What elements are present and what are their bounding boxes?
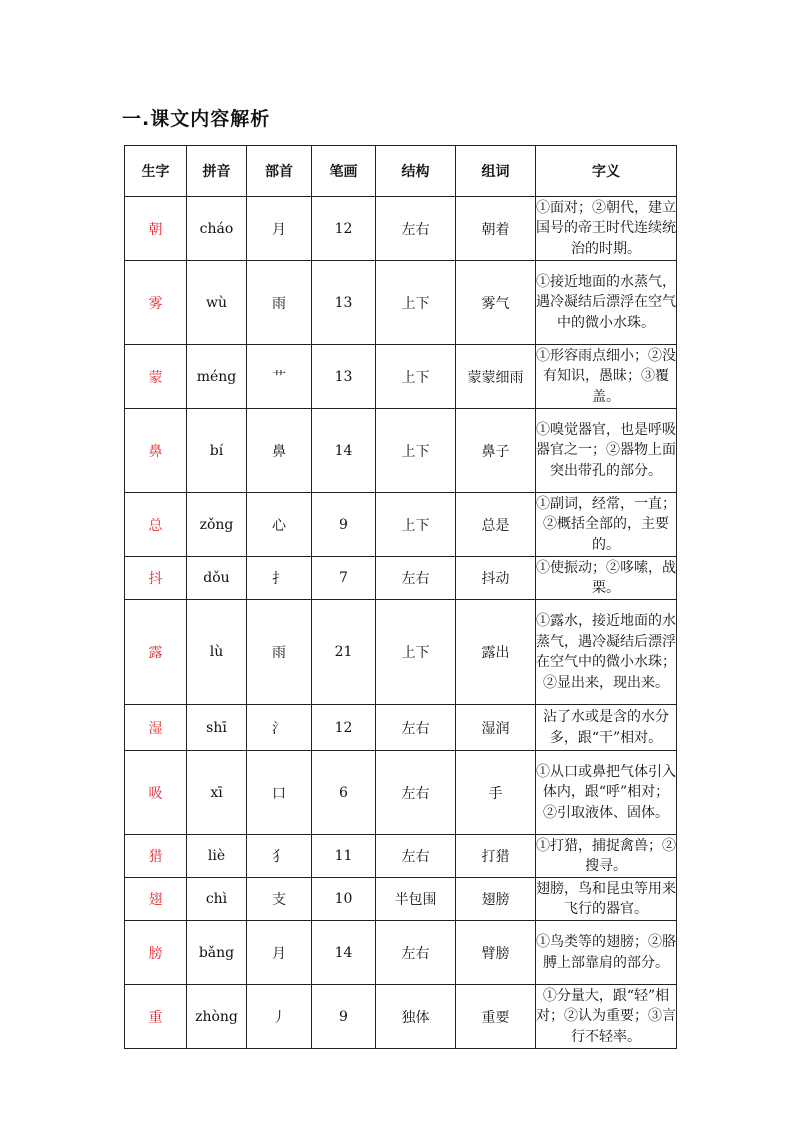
cell-pinyin: shī [187, 705, 247, 751]
cell-word: 总是 [456, 493, 536, 557]
cell-pinyin: bǎng [187, 921, 247, 985]
cell-meaning: ①打猎，捕捉禽兽；②搜寻。 [536, 835, 677, 878]
cell-radical: 口 [247, 751, 312, 835]
cell-character: 重 [125, 985, 187, 1049]
cell-strokes: 21 [312, 600, 376, 705]
table-header-row [125, 146, 677, 197]
header-word: 组词 [456, 146, 536, 197]
cell-character: 鼻 [125, 409, 187, 493]
cell-character: 蒙 [125, 345, 187, 409]
cell-radical: 艹 [247, 345, 312, 409]
cell-pinyin: zǒng [187, 493, 247, 557]
cell-word: 打猎 [456, 835, 536, 878]
cell-meaning: 翅膀，鸟和昆虫等用来飞行的器官。 [536, 878, 677, 921]
cell-character: 总 [125, 493, 187, 557]
cell-word: 露出 [456, 600, 536, 705]
cell-pinyin: chì [187, 878, 247, 921]
cell-meaning: ①形容雨点细小；②没有知识，愚昧；③覆盖。 [536, 345, 677, 409]
cell-radical: 丿 [247, 985, 312, 1049]
cell-meaning: ①使振动；②哆嗦，战栗。 [536, 557, 677, 600]
cell-word: 雾气 [456, 261, 536, 345]
header-pinyin: 拼音 [187, 146, 247, 197]
cell-strokes: 9 [312, 985, 376, 1049]
cell-strokes: 7 [312, 557, 376, 600]
cell-meaning: ①副词，经常，一直；②概括全部的，主要的。 [536, 493, 677, 557]
cell-meaning: ①嗅觉器官，也是呼吸器官之一；②器物上面突出带孔的部分。 [536, 409, 677, 493]
cell-character: 抖 [125, 557, 187, 600]
cell-radical: 雨 [247, 261, 312, 345]
cell-character: 露 [125, 600, 187, 705]
table-row [125, 557, 677, 600]
cell-strokes: 12 [312, 705, 376, 751]
cell-radical: 心 [247, 493, 312, 557]
cell-pinyin: xī [187, 751, 247, 835]
cell-structure: 上下 [376, 493, 456, 557]
cell-strokes: 11 [312, 835, 376, 878]
cell-structure: 上下 [376, 345, 456, 409]
table-row [125, 261, 677, 345]
cell-structure: 独体 [376, 985, 456, 1049]
cell-pinyin: liè [187, 835, 247, 878]
cell-strokes: 13 [312, 261, 376, 345]
cell-character: 膀 [125, 921, 187, 985]
table-row [125, 409, 677, 493]
cell-radical: 犭 [247, 835, 312, 878]
cell-pinyin: dǒu [187, 557, 247, 600]
cell-meaning: 沾了水或是含的水分多，跟“干”相对。 [536, 705, 677, 751]
cell-strokes: 6 [312, 751, 376, 835]
cell-word: 臂膀 [456, 921, 536, 985]
table-row [125, 878, 677, 921]
table-row [125, 600, 677, 705]
cell-structure: 上下 [376, 261, 456, 345]
cell-word: 抖动 [456, 557, 536, 600]
cell-structure: 左右 [376, 705, 456, 751]
cell-structure: 左右 [376, 921, 456, 985]
cell-structure: 左右 [376, 751, 456, 835]
header-strokes: 笔画 [312, 146, 376, 197]
cell-radical: 鼻 [247, 409, 312, 493]
cell-strokes: 9 [312, 493, 376, 557]
vocabulary-table [124, 145, 677, 1049]
cell-word: 重要 [456, 985, 536, 1049]
cell-structure: 左右 [376, 835, 456, 878]
cell-radical: 月 [247, 921, 312, 985]
cell-structure: 半包围 [376, 878, 456, 921]
cell-meaning: ①鸟类等的翅膀；②胳膊上部靠肩的部分。 [536, 921, 677, 985]
section-title: 一.课文内容解析 [122, 108, 271, 130]
cell-radical: 扌 [247, 557, 312, 600]
cell-radical: 雨 [247, 600, 312, 705]
header-radical: 部首 [247, 146, 312, 197]
cell-strokes: 13 [312, 345, 376, 409]
cell-character: 猎 [125, 835, 187, 878]
table-row [125, 921, 677, 985]
cell-pinyin: méng [187, 345, 247, 409]
cell-structure: 左右 [376, 557, 456, 600]
cell-strokes: 14 [312, 409, 376, 493]
table-row [125, 705, 677, 751]
cell-character: 翅 [125, 878, 187, 921]
cell-pinyin: lù [187, 600, 247, 705]
cell-radical: 氵 [247, 705, 312, 751]
cell-word: 翅膀 [456, 878, 536, 921]
cell-pinyin: bí [187, 409, 247, 493]
cell-meaning: ①露水，接近地面的水蒸气，遇冷凝结后漂浮在空气中的微小水珠；②显出来，现出来。 [536, 600, 677, 705]
cell-structure: 上下 [376, 600, 456, 705]
table-row [125, 751, 677, 835]
cell-radical: 支 [247, 878, 312, 921]
cell-radical: 月 [247, 197, 312, 261]
cell-meaning: ①面对；②朝代，建立国号的帝王时代连续统治的时期。 [536, 197, 677, 261]
table-row [125, 493, 677, 557]
cell-strokes: 14 [312, 921, 376, 985]
cell-meaning: ①接近地面的水蒸气，遇冷凝结后漂浮在空气中的微小水珠。 [536, 261, 677, 345]
cell-pinyin: zhòng [187, 985, 247, 1049]
table-row [125, 985, 677, 1049]
cell-meaning: ①从口或鼻把气体引入体内，跟“呼”相对；②引取液体、固体。 [536, 751, 677, 835]
cell-word: 蒙蒙细雨 [456, 345, 536, 409]
header-meaning: 字义 [536, 146, 677, 197]
table-row [125, 345, 677, 409]
cell-word: 鼻子 [456, 409, 536, 493]
cell-word: 湿润 [456, 705, 536, 751]
cell-word: 手 [456, 751, 536, 835]
cell-structure: 上下 [376, 409, 456, 493]
cell-character: 吸 [125, 751, 187, 835]
cell-character: 朝 [125, 197, 187, 261]
table-row [125, 197, 677, 261]
cell-character: 雾 [125, 261, 187, 345]
cell-meaning: ①分量大，跟“轻”相对；②认为重要；③言行不轻率。 [536, 985, 677, 1049]
cell-strokes: 10 [312, 878, 376, 921]
header-character: 生字 [125, 146, 187, 197]
cell-structure: 左右 [376, 197, 456, 261]
table-row [125, 835, 677, 878]
cell-character: 湿 [125, 705, 187, 751]
cell-pinyin: wù [187, 261, 247, 345]
cell-pinyin: cháo [187, 197, 247, 261]
header-structure: 结构 [376, 146, 456, 197]
cell-word: 朝着 [456, 197, 536, 261]
cell-strokes: 12 [312, 197, 376, 261]
